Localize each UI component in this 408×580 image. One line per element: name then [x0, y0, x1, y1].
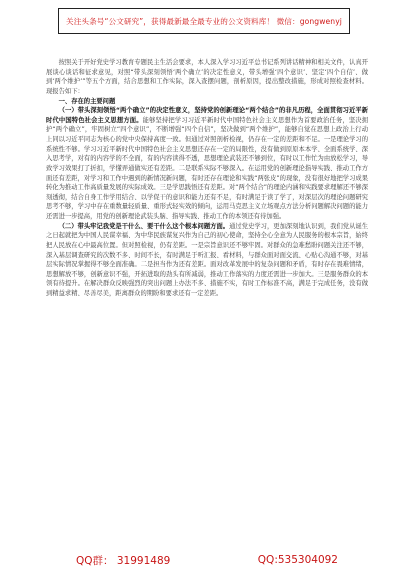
document-body [46, 58, 368, 548]
header-banner: 关注头条号“公文研究”，获得最新最全最专业的公文资料库！ 微信：gongwenyj [58, 8, 350, 34]
section-heading: 一、存在的主要问题 [58, 97, 116, 105]
item-1-paragraph [46, 106, 368, 222]
footer-contact [46, 552, 368, 568]
intro-paragraph: 按照关于开好党史学习教育专题民主生活会要求，本人深入学习习近平总书记系列讲话精神和相关文件，认真开展谈心谈话和征求意见，对照“带头深刻领悟‘两个确立’的决定性意义，带头增强‘四个意识’、坚定‘四个自信’、做到‘两个维护’”等五个方面，结合思想和工作实际，深入查摆问题，剖析原因，提出整改措施，形成对照检查材料。现报告如下： [46, 59, 368, 95]
item-1-body: 能够坚持把学习习近平新时代中国特色社会主义思想作为首要政治任务，坚决拥护“两个确立”，牢固树立“四个意识”，不断增强“四个自信”，坚决做到“两个维护”，能够自觉在思想上政治上行动上同以习近平同志为核心的党中央保持高度一致。但通过对照剖析检视，仍存在一定的差距和不足。一是理论学习的系统性不够。学习习近平新时代中国特色社会主义思想还存在一定的局限性，没有做到原原本本学、全面系统学、深入思考学，对有的内容学的不全面，有的内容读得不透，思想理论武装还不够到位，有时以工作忙为由放松学习，导致学习效果打了折扣，学懂弄通做实还有差距。二是联系实际不够深入。在运用党的创新理论指导实践、推动工作方面还有差距，对学习和工作中遇到的新情况新问题，有时还存在理论和实践“两张皮”的现象，没有很好地把学习成果转化为推动工作高质量发展的实际成效。三是学思践悟还有差距。对“两个结合”的理论内涵和实践要求理解还不够深刻透彻，结合自身工作学用结合、以学促干的意识和能力还有不足，有时满足于读了学了，对深层次的理论问题研究思考不够，学习中存在重数量轻质量、重形式轻实效的倾向，运用马克思主义立场观点方法分析问题解决问题的能力还需进一步提高，用党的创新理论武装头脑、指导实践、推动工作的本领还有待加强。 [46, 116, 368, 220]
item-2-paragraph [46, 222, 368, 299]
qq-text: QQ:535304092 [257, 554, 338, 566]
item-2-lead: （二）带头牢记我党是干什么、要干什么这个根本问题方面。 [58, 222, 230, 230]
item-2-body: 通过党史学习，更加深刻地认识到，我们党从诞生之日起就把为中国人民谋幸福、为中华民族谋复兴作为自己的初心使命，坚持全心全意为人民服务的根本宗旨，始终把人民放在心中最高位置。但对照检视，仍有差距。一是宗旨意识还不够牢固。对群众的急难愁盼问题关注还不够，深入基层调查研究的次数不多、时间不长，有时满足于听汇报、看材料，与群众面对面交流、心贴心沟通不够，对基层实际情况掌握得不够全面准确。二是担当作为还有差距。面对改革发展中的复杂问题和矛盾，有时存在畏难情绪，思想解放不够，创新意识不强，开拓进取的劲头有所减弱，推动工作落实的力度还需进一步加大。三是服务群众的本领有待提升。在解决群众反映强烈的突出问题上办法不多、措施不实，有时工作标准不高，满足于完成任务，没有做到精益求精、尽善尽美，距离群众的期盼和要求还有一定差距。 [46, 222, 368, 297]
qq-group-text: QQ群： 31991489 [76, 554, 171, 567]
item-1-lead: （一）带头深刻领悟“两个确立”的决定性意义，坚持党的创新理论“两个结合”的非凡历程，全面贯彻习近平新时代中国特色社会主义思想方面。 [46, 107, 368, 124]
